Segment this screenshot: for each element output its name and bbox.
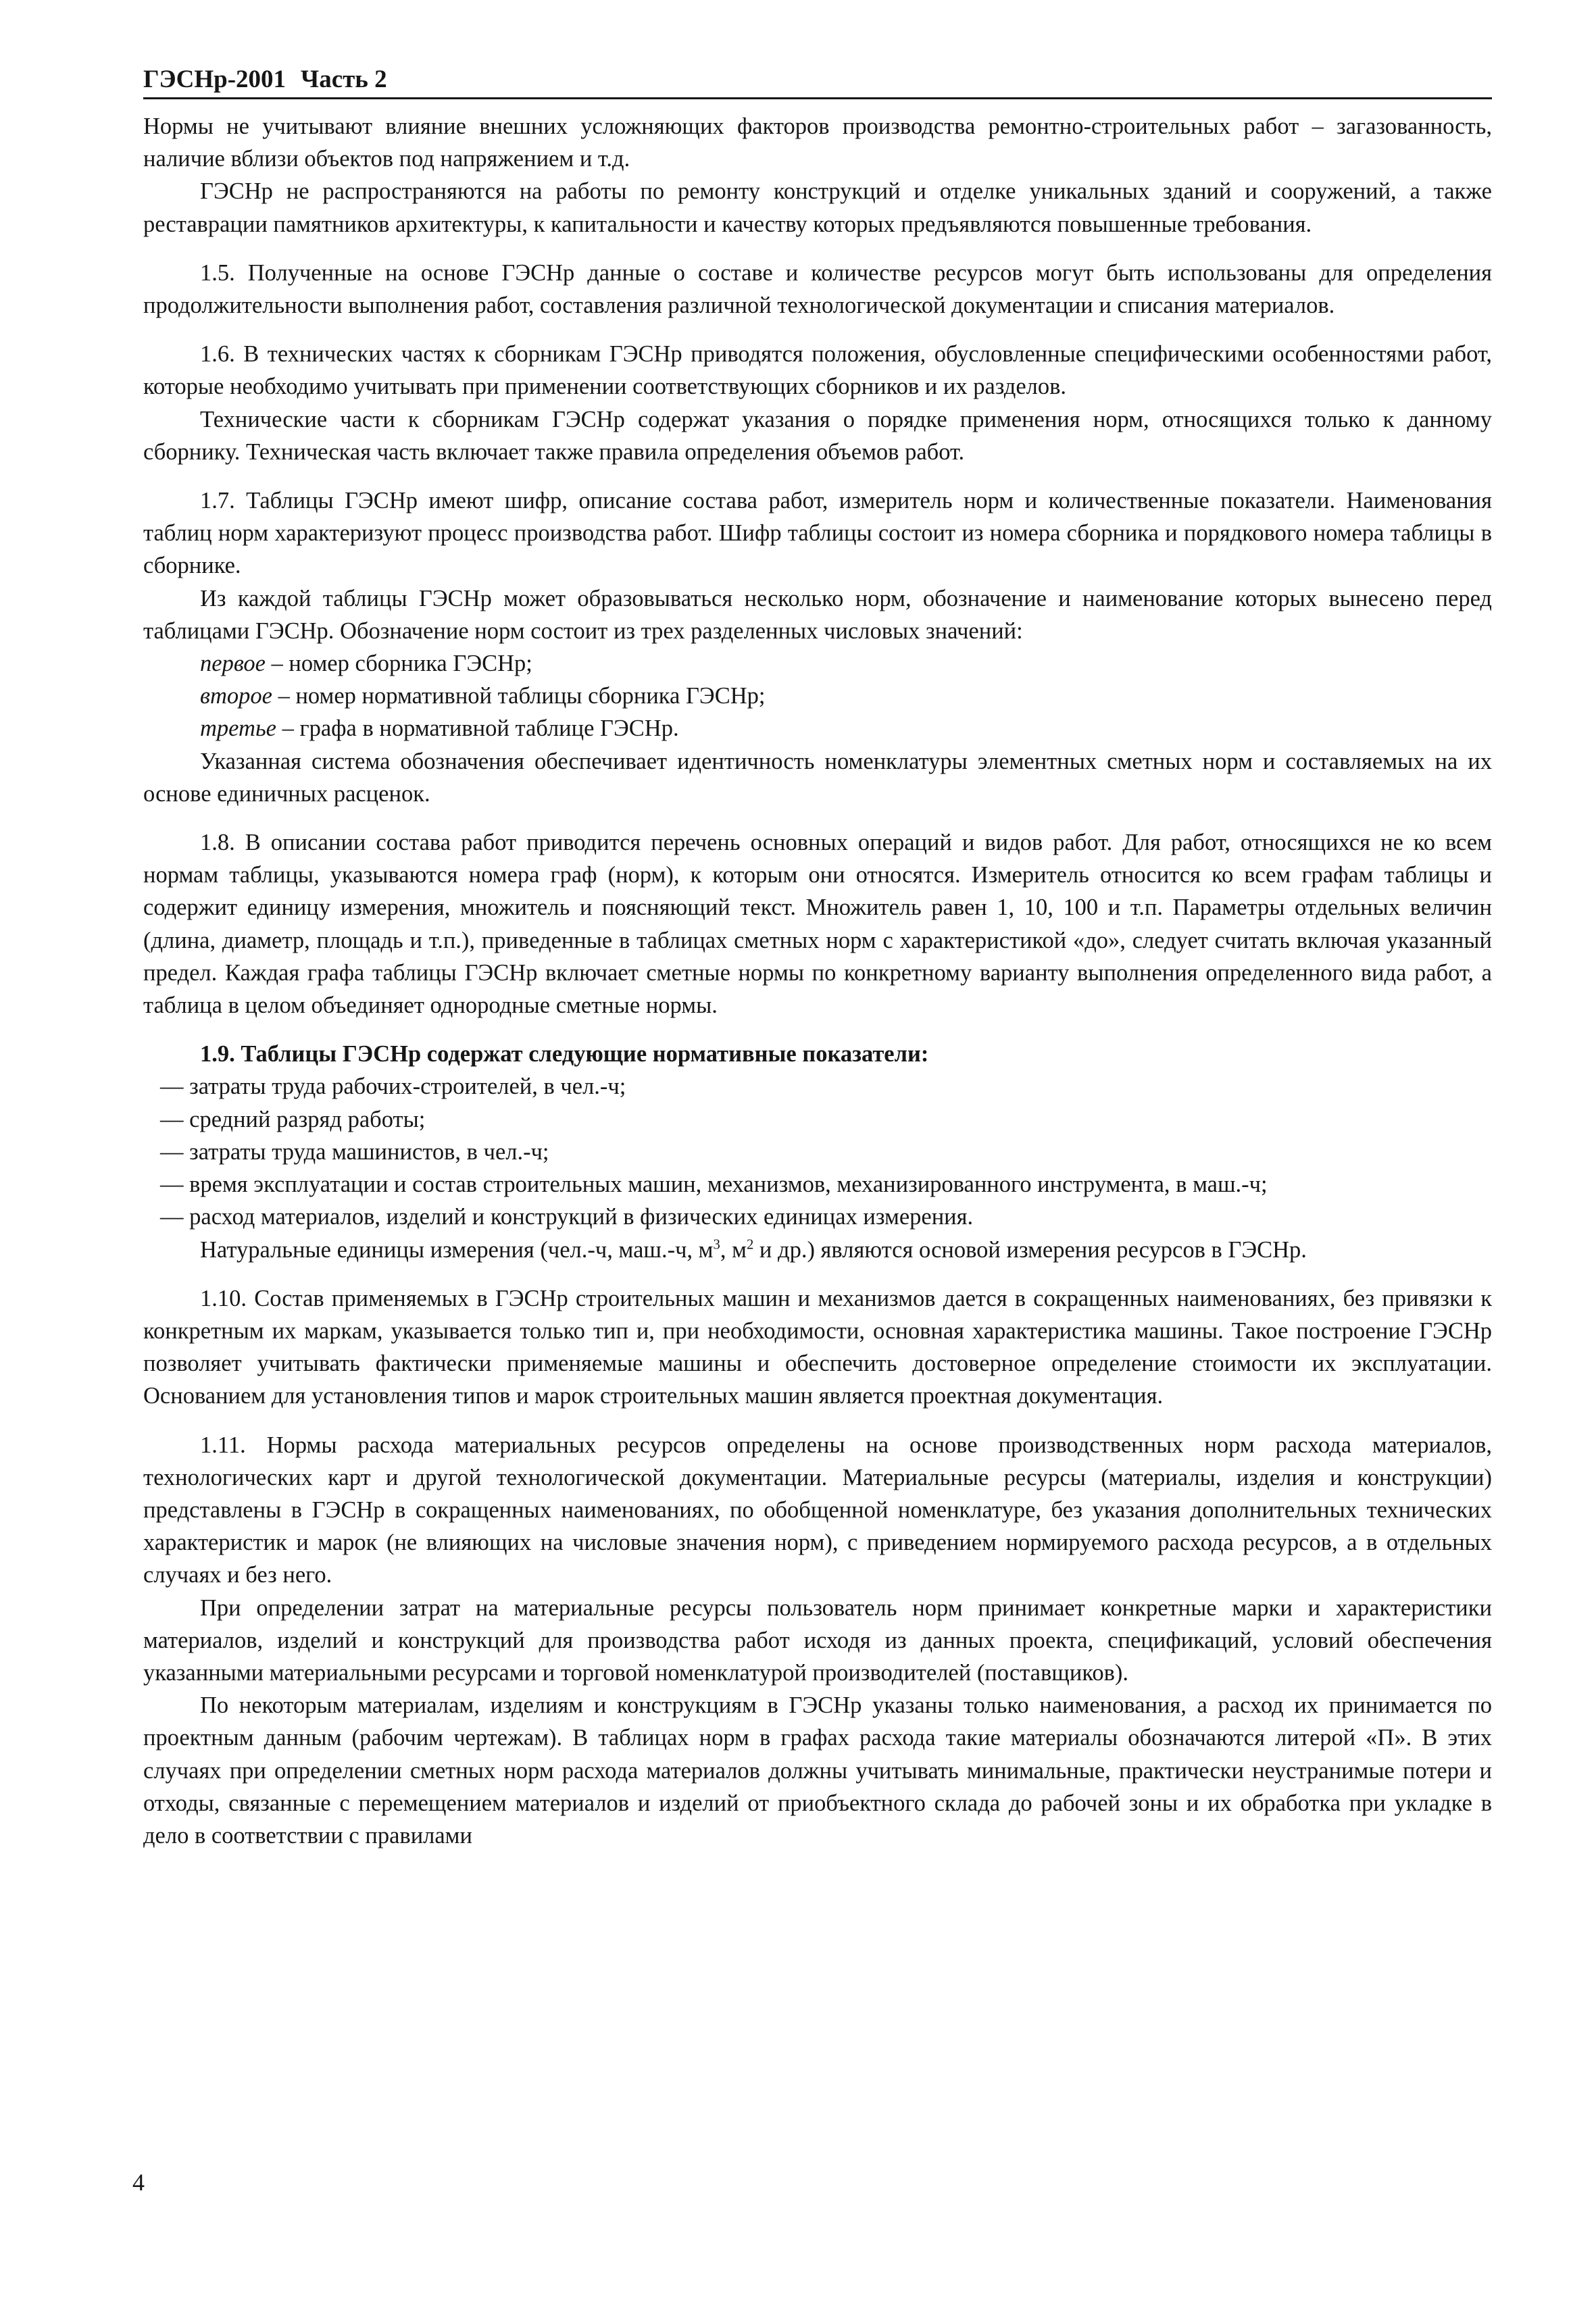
document-code: ГЭСНр-2001: [143, 66, 286, 93]
paragraph-1-5: 1.5. Полученные на основе ГЭСНр данные о составе и количестве ресурсов могут быть использованы для определения продолжительности выполнения работ, составления различной технологической документации и списания материалов.: [143, 259, 1492, 319]
paragraph-1-6-technical-parts: Технические части к сборникам ГЭСНр содержат указания о порядке применения норм, относящихся только к данному сборнику. Техническая часть включает также правила определения объемов работ.: [143, 406, 1492, 465]
indicator-list-item: — средний разряд работы;: [160, 1106, 426, 1132]
document-body: [143, 110, 1492, 1852]
paragraph-1-11: 1.11. Нормы расхода материальных ресурсов определены на основе производственных норм расхода материалов, технологических карт и другой технологической документации. Материальные ресурсы (материалы, изделия и конструкции) представлены в ГЭСНр в сокращенных наименованиях, по обобщенной номенклатуре, без указания дополнительных технических характеристик и марок (не влияющих на числовые значения норм), с приведением нормируемого расхода ресурсов, а в отдельных случаях и без него.: [143, 1432, 1492, 1588]
units-text-c: и др.) являются основой измерения ресурсов в ГЭСНр.: [753, 1236, 1307, 1263]
document-page: [143, 65, 1492, 1852]
paragraph-scope: ГЭСНр не распространяются на работы по ремонту конструкций и отделке уникальных зданий и сооружений, а также реставрации памятников архитектуры, к капитальности и качеству которых предъявляются повышенные требования.: [143, 178, 1492, 237]
indicator-list-item: — время эксплуатации и состав строительных машин, механизмов, механизированного инструмента, в маш.-ч;: [160, 1172, 1268, 1198]
code-part-second: [143, 680, 1492, 712]
paragraph-1-8: 1.8. В описании состава работ приводится перечень основных операций и видов работ. Для работ, относящихся не ко всем нормам таблицы, указываются номера граф (норм), к которым они относятся. Измеритель относится ко всем графам таблицы и содержит единицу измерения, множитель и поясняющий текст. Множитель равен 1, 10, 100 и т.п. Параметры отдельных величин (длина, диаметр, площадь и т.п.), приведенные в таблицах сметных норм с характеристикой «до», следует считать включая указанный предел. Каждая графа таблицы ГЭСНр включает сметные нормы по конкретному варианту выполнения определенного вида работ, а таблица в целом объединяет однородные сметные нормы.: [143, 830, 1492, 1019]
paragraph-1-9-heading: 1.9. Таблицы ГЭСНр содержат следующие нормативные показатели:: [200, 1041, 929, 1067]
paragraph-1-6: 1.6. В технических частях к сборникам ГЭСНр приводятся положения, обусловленные специфическими особенностями работ, которые необходимо учитывать при применении соответствующих сборников и их разделов.: [143, 341, 1492, 400]
page-number: 4: [132, 2169, 145, 2196]
units-text-a: Натуральные единицы измерения (чел.-ч, маш.-ч, м: [200, 1236, 714, 1263]
code-second-text: – номер нормативной таблицы сборника ГЭСНр;: [272, 683, 766, 709]
code-third-term: третье: [200, 715, 276, 742]
code-first-text: – номер сборника ГЭСНр;: [265, 651, 532, 677]
paragraph-1-11-material-costs: При определении затрат на материальные ресурсы пользователь норм принимает конкретные марки и характеристики материалов, изделий и конструкций для производства работ исходя из данных проекта, спецификаций, условий обеспечения указанными материальными ресурсами и торговой номенклатурой производителей (поставщиков).: [143, 1594, 1492, 1686]
indicator-list-item: — расход материалов, изделий и конструкций в физических единицах измерения.: [160, 1204, 974, 1230]
code-third-text: – графа в нормативной таблице ГЭСНр.: [276, 715, 679, 742]
indicator-list-item: — затраты труда машинистов, в чел.-ч;: [160, 1138, 549, 1165]
paragraph-intro: Нормы не учитывают влияние внешних усложняющих факторов производства ремонтно-строительных работ – загазованность, наличие вблизи объектов под напряжением и т.д.: [143, 114, 1492, 172]
units-text-b: , м: [720, 1236, 747, 1263]
paragraph-natural-units: [143, 1234, 1492, 1266]
code-second-term: второе: [200, 683, 272, 709]
running-header: [143, 65, 1492, 99]
code-part-third: [143, 712, 1492, 745]
code-part-first: [143, 647, 1492, 680]
units-superscript-3: 3: [713, 1237, 720, 1252]
units-superscript-2: 2: [746, 1237, 754, 1252]
paragraph-1-10: 1.10. Состав применяемых в ГЭСНр строительных машин и механизмов дается в сокращенных наименованиях, без привязки к конкретным их маркам, указывается только тип и, при необходимости, основная характеристика машины. Такое построение ГЭСНр позволяет учитывать фактически применяемые машины и обеспечить достоверное определение стоимости их эксплуатации. Основанием для установления типов и марок строительных машин является проектная документация.: [143, 1285, 1492, 1409]
paragraph-1-7: 1.7. Таблицы ГЭСНр имеют шифр, описание состава работ, измеритель норм и количественные показатели. Наименования таблиц норм характеризуют процесс производства работ. Шифр таблицы состоит из номера сборника и порядкового номера таблицы в сборнике.: [143, 488, 1492, 579]
indicator-list-item: — затраты труда рабочих-строителей, в чел.-ч;: [160, 1074, 626, 1100]
part-label: Часть 2: [301, 66, 387, 93]
paragraph-1-7-designation: Из каждой таблицы ГЭСНр может образовываться несколько норм, обозначение и наименование которых вынесено перед таблицами ГЭСНр. Обозначение норм состоит из трех разделенных числовых значений:: [143, 585, 1492, 644]
paragraph-1-11-project-data: По некоторым материалам, изделиям и конструкциям в ГЭСНр указаны только наименования, а расход их принимается по проектным данным (рабочим чертежам). В таблицах норм в графах расхода такие материалы обозначаются литерой «П». В этих случаях при определении сметных норм расхода материалов должны учитывать минимальные, практически неустранимые потери и отходы, связанные с перемещением материалов и изделий от приобъектного склада до рабочей зоны и их обработка при укладке в дело в соответствии с правилами: [143, 1692, 1492, 1848]
code-first-term: первое: [200, 651, 266, 677]
paragraph-1-7-identity: Указанная система обозначения обеспечивает идентичность номенклатуры элементных сметных норм и составляемых на их основе единичных расценок.: [143, 748, 1492, 807]
